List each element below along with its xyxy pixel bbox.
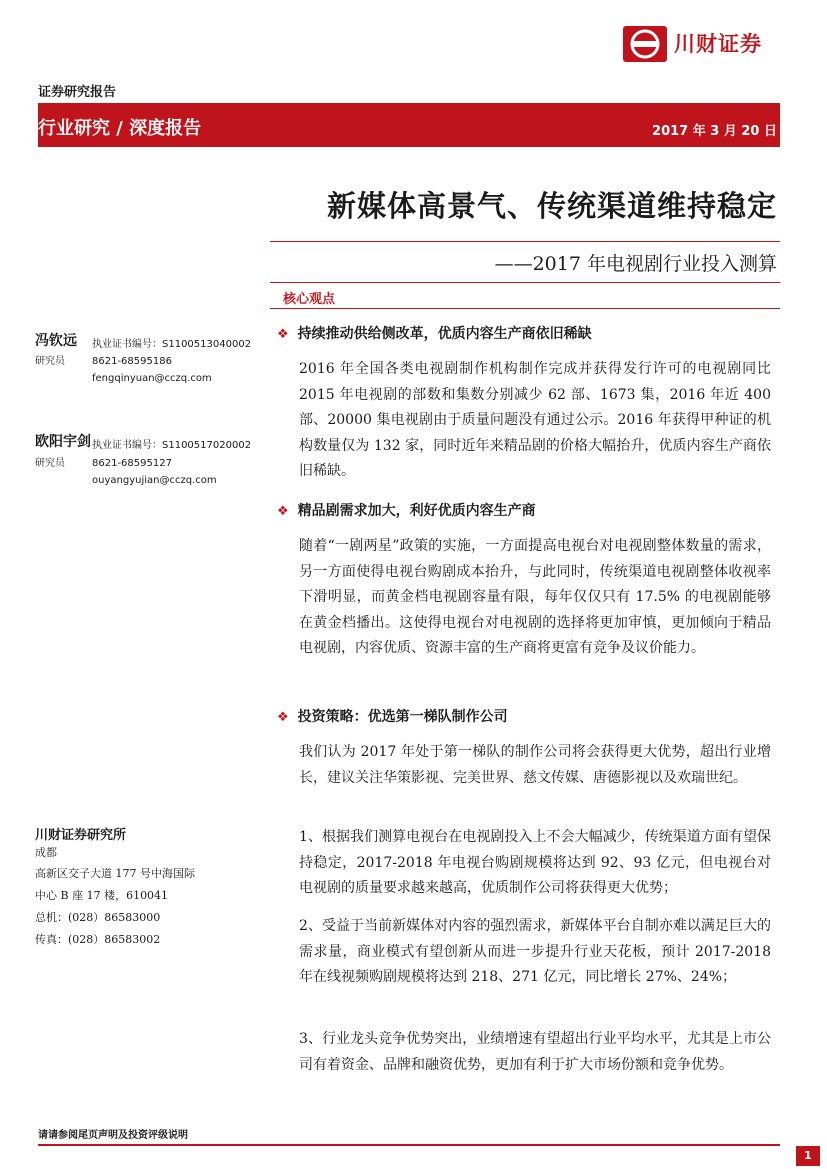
analyst-role: 研究员 [35, 458, 65, 469]
section-paragraph: 随着“一剧两星”政策的实施，一方面提高电视台对电视剧整体数量的需求，另一方面使得电视台购剧成本抬升，与此同时，传统渠道电视剧整体收视率下滑明显，而黄金档电视剧容量有限，每年仅仅只有 17.5% 的电视剧能够在黄金档播出。这使得电视台对电视剧的选择将更加审慎，更加倾向于精品电视剧，内容优质、资源丰富的生产商将更富有竞争及议价能力。 [299, 538, 771, 656]
subtitle-divider [270, 282, 780, 283]
section-label: 行业研究 / 深度报告 [38, 118, 202, 139]
analyst-phone: 8621-68595127 [92, 458, 172, 469]
analyst-role: 研究员 [35, 356, 65, 367]
diamond-bullet-icon: ❖ [277, 504, 289, 519]
institute-name: 川财证券研究所 [35, 828, 127, 843]
analyst-cert: 执业证书编号：S1100513040002 [92, 339, 252, 350]
page-subtitle: ——2017 年电视剧行业投入测算 [494, 253, 777, 275]
section-heading: ❖ 精品剧需求加大，利好优质内容生产商 [277, 503, 536, 519]
analyst-cert: 执业证书编号：S1100517020002 [92, 440, 252, 451]
section-heading: ❖ 投资策略：优选第一梯队制作公司 [277, 709, 508, 725]
institute-fax: 传真：(028）86583002 [35, 933, 161, 946]
core-views-divider [270, 308, 780, 309]
analyst-name: 欧阳宇剑 [35, 434, 91, 450]
institute-address: 中心 B 座 17 楼，610041 [35, 889, 169, 902]
institute-address: 高新区交子大道 177 号中海国际 [35, 867, 195, 880]
diamond-bullet-icon: ❖ [277, 327, 289, 342]
analyst-phone: 8621-68595186 [92, 356, 172, 367]
analyst-name: 冯钦远 [35, 333, 77, 349]
section-paragraph: 1、根据我们测算电视台在电视剧投入上不会大幅减少，传统渠道方面有望保持稳定，2017-2018 年电视台购剧规模将达到 92、93 亿元，但电视台对电视剧的质量要求越来越高，优质制作公司将获得更大优势； [299, 829, 771, 896]
page-title: 新媒体高景气、传统渠道维持稳定 [326, 189, 777, 223]
analyst-email[interactable]: fengqinyuan@cczq.com [92, 373, 212, 384]
page-number: 1 [796, 1146, 820, 1166]
brand-logo-icon [623, 26, 667, 62]
disclaimer-note: 请请参阅尾页声明及投资评级说明 [38, 1130, 188, 1141]
report-date: 2017 年 3 月 20 日 [652, 124, 777, 139]
report-type: 证券研究报告 [38, 85, 117, 100]
diamond-bullet-icon: ❖ [277, 710, 289, 725]
footer-divider [38, 1144, 780, 1146]
institute-city: 成都 [35, 846, 57, 859]
section-paragraph: 我们认为 2017 年处于第一梯队的制作公司将会获得更大优势，超出行业增长，建议关注华策影视、完美世界、慈文传媒、唐德影视以及欢瑞世纪。 [299, 744, 771, 786]
section-paragraph: 2016 年全国各类电视剧制作机构制作完成并获得发行许可的电视剧同比 2015 年电视剧的部数和集数分别减少 62 部、1673 集，2016 年近 400 部、20000 集电视剧由于质量问题没有通过公示。2016 年获得甲种证的机构数量仅为 132 家，同时近年来精品剧的价格大幅抬升，优质内容生产商依旧稀缺。 [299, 361, 771, 479]
section-paragraph: 3、行业龙头竞争优势突出，业绩增速有望超出行业平均水平，尤其是上市公司有着资金、品牌和融资优势，更加有利于扩大市场份额和竞争优势。 [299, 1031, 771, 1073]
brand-name: 川财证券 [674, 32, 762, 56]
institute-phone: 总机：(028）86583000 [35, 911, 161, 924]
analyst-email[interactable]: ouyangyujian@cczq.com [92, 475, 217, 486]
title-divider [270, 241, 780, 242]
core-views-label: 核心观点 [283, 292, 336, 307]
section-paragraph: 2、受益于当前新媒体对内容的强烈需求，新媒体平台自制亦难以满足巨大的需求量，商业模式有望创新从而进一步提升行业天花板，预计 2017-2018 年在线视频购剧规模将达到 218、271 亿元，同比增长 27%、24%； [299, 918, 771, 985]
section-heading: ❖ 持续推动供给侧改革，优质内容生产商依旧稀缺 [277, 326, 592, 342]
